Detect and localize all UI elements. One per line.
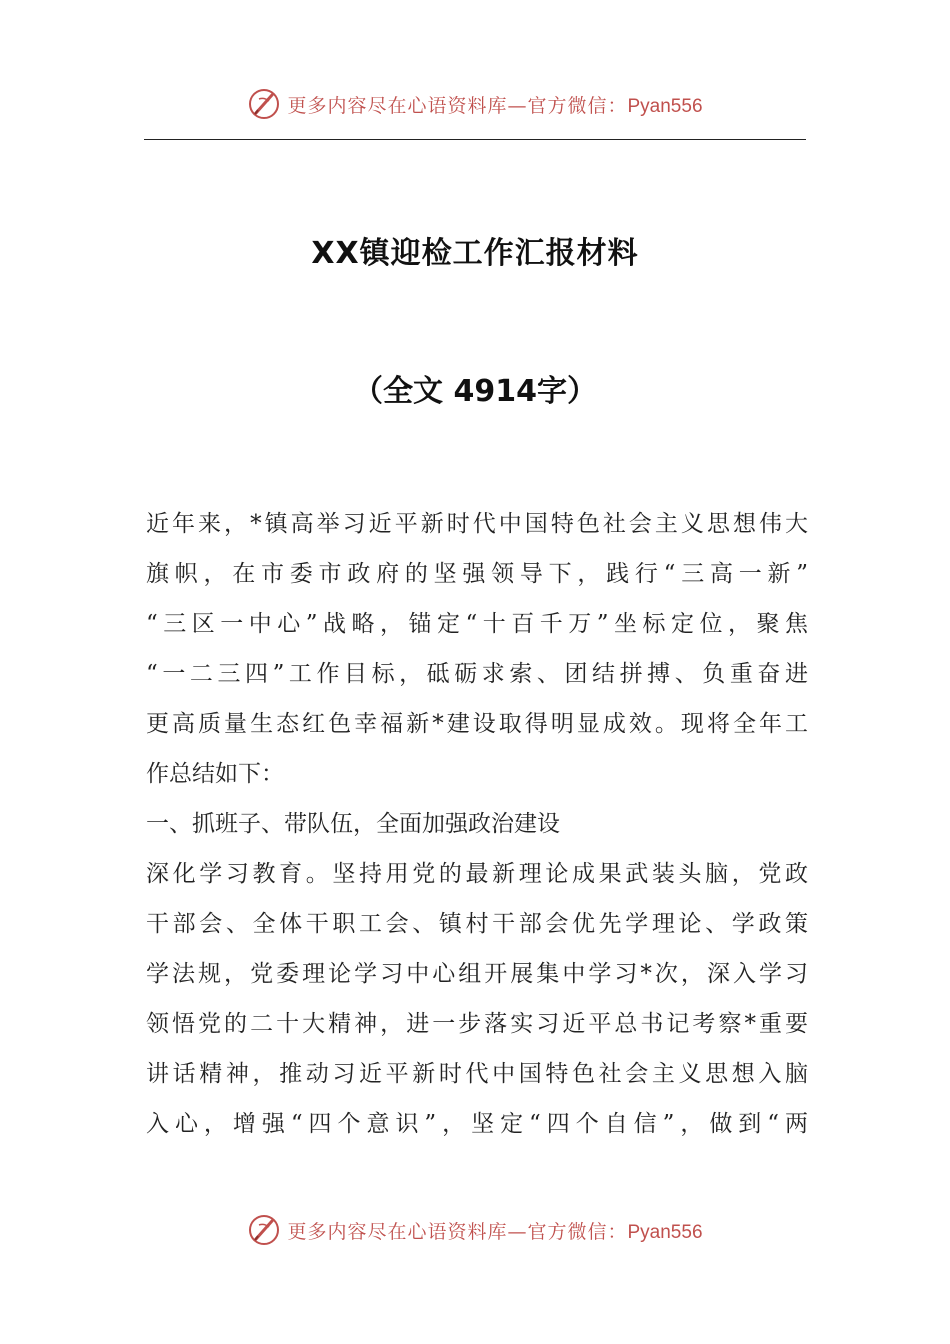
header-banner (0, 84, 950, 124)
body-line: 作总结如下： (146, 761, 284, 787)
body-line: 更高质量生态红色幸福新*建设取得明显成效。现将全年工 (146, 711, 808, 737)
header-wechat-id: Pyan556 (627, 95, 703, 117)
document-body (146, 503, 808, 1153)
header-banner-text (287, 91, 702, 118)
body-line: 领悟党的二十大精神，进一步落实习近平总书记考察*重要 (146, 1011, 808, 1037)
body-line: 深化学习教育。坚持用党的最新理论成果武装头脑，党政 (146, 861, 808, 887)
body-line: 近年来，*镇高举习近平新时代中国特色社会主义思想伟大 (146, 511, 808, 537)
header-banner-separator: — (507, 94, 528, 117)
footer-wechat-label: 官方微信： (527, 1220, 628, 1243)
footer-banner (0, 1210, 950, 1250)
footer-banner-text (287, 1217, 702, 1244)
pen-logo-icon (247, 87, 281, 121)
header-wechat-label: 官方微信： (527, 94, 628, 117)
body-line: “三区一中心”战略，锚定“十百千万”坐标定位，聚焦 (146, 611, 808, 637)
body-line: 入心，增强“四个意识”，坚定“四个自信”，做到“两 (146, 1111, 808, 1137)
header-divider (144, 139, 806, 140)
body-line: 学法规，党委理论学习中心组开展集中学习*次，深入学习 (146, 961, 808, 987)
footer-banner-separator: — (507, 1220, 528, 1243)
document-title: XX镇迎检工作汇报材料 (311, 236, 639, 271)
document-subtitle: （全文 4914字） (353, 374, 597, 409)
body-line: 讲话精神，推动习近平新时代中国特色社会主义思想入脑 (146, 1061, 808, 1087)
footer-banner-title: 更多内容尽在心语资料库 (287, 1220, 508, 1243)
header-banner-title: 更多内容尽在心语资料库 (287, 94, 508, 117)
body-line: “一二三四”工作目标，砥砺求索、团结拼搏、负重奋进 (146, 661, 808, 687)
footer-wechat-id: Pyan556 (627, 1221, 703, 1243)
body-line: 干部会、全体干职工会、镇村干部会优先学理论、学政策 (146, 911, 808, 937)
body-line: 旗帜，在市委市政府的坚强领导下，践行“三高一新” (146, 561, 808, 587)
pen-logo-icon (247, 1213, 281, 1247)
section-heading: 一、抓班子、带队伍，全面加强政治建设 (146, 811, 560, 837)
